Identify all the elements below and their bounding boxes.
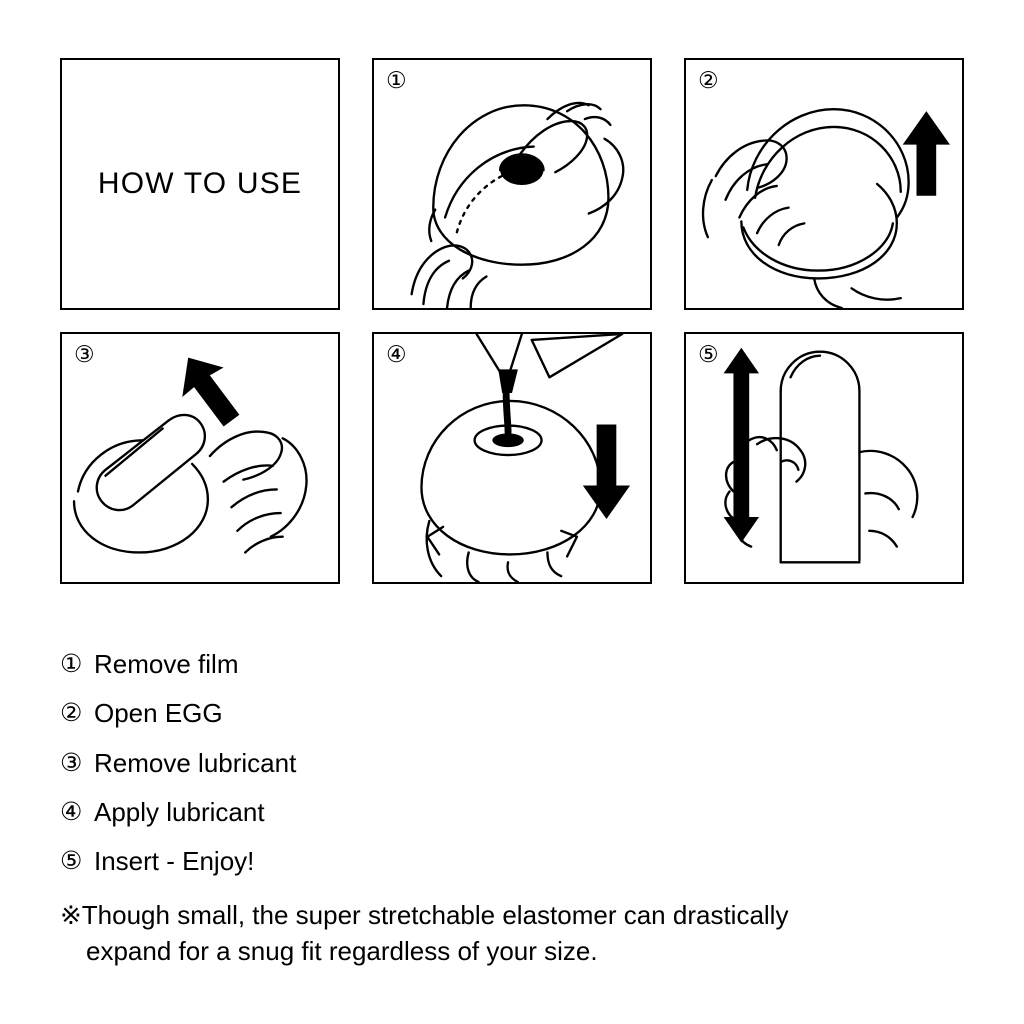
panel-open-egg: [684, 58, 964, 310]
panel-row-bottom: [60, 332, 966, 584]
illustration-open-egg: [686, 60, 962, 308]
legend-marker: ③: [60, 748, 83, 777]
panel-apply-lubricant: [372, 332, 652, 584]
panel-insert-enjoy: [684, 332, 964, 584]
illustration-remove-film: [374, 60, 650, 308]
legend-marker: ①: [60, 650, 83, 678]
panel-row-top: [60, 58, 966, 310]
list-item: [60, 747, 990, 780]
illustration-apply-lubricant: [374, 334, 650, 582]
panel-number: ⑤: [698, 341, 719, 367]
panel-grid: [60, 58, 966, 606]
footnote-line-2: expand for a snug fit regardless of your size.: [86, 935, 598, 966]
panel-number: ④: [386, 341, 407, 367]
panel-remove-lubricant: [60, 332, 340, 584]
illustration-insert-enjoy: [686, 334, 962, 582]
footnote: [60, 898, 1000, 970]
footnote-line-1: ※Though small, the super stretchable elastomer can drastically: [60, 900, 789, 930]
legend-label: Apply lubricant: [94, 796, 265, 827]
legend-label: Remove lubricant: [94, 747, 297, 778]
list-item: [60, 648, 990, 681]
legend-label: Remove film: [94, 649, 239, 679]
panel-remove-film: [372, 58, 652, 310]
list-item: [60, 796, 990, 829]
list-item: [60, 697, 990, 730]
legend-marker: ④: [60, 797, 83, 826]
title-panel: [60, 58, 340, 310]
legend-list: [60, 648, 990, 894]
list-item: [60, 845, 990, 878]
panel-number: ②: [698, 67, 719, 93]
legend-label: Insert - Enjoy!: [94, 846, 255, 877]
legend-marker: ②: [60, 699, 83, 728]
legend-label: Open EGG: [94, 698, 223, 729]
illustration-remove-lubricant: [62, 334, 338, 582]
panel-number: ③: [74, 341, 95, 367]
page-title: HOW TO USE: [97, 167, 303, 200]
legend-marker: ⑤: [60, 847, 83, 876]
panel-number: ①: [386, 67, 407, 93]
